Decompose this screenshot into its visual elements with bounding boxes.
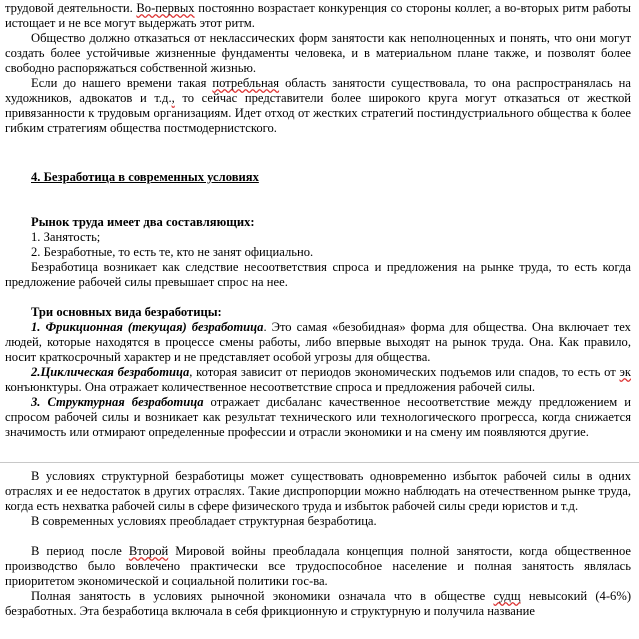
text-run: область занятости существовала, то она распространялась на художников, адвокатов и т.д. bbox=[5, 76, 631, 105]
paragraph-employment-area bbox=[5, 76, 631, 136]
text-run: трудовой деятельности. bbox=[5, 1, 137, 15]
text-run: Мировой войны преобладала концепция полной занятости, когда общественное производство было вовлечено практически все трудоспособное население и полная занятость являлась приоритетом экономической и социальной политики гос-ва. bbox=[5, 544, 632, 588]
paragraph-cyclical bbox=[5, 365, 631, 395]
paragraph-structural bbox=[5, 395, 631, 440]
market-title: Рынок труда имеет два составляющих: bbox=[31, 215, 255, 229]
text-run: то сейчас представители более широкого круга могут отказаться от жесткой привязанности к трудовым организациям. Идет отход от жестких стратегий постиндустриального общества к более гибким стратегиям общества постмодернистского. bbox=[5, 91, 631, 135]
text-block-top bbox=[5, 1, 631, 136]
text-run: конъюнктуры. Она отражает количественное несоответствие спроса и предложения рабочей силы. bbox=[5, 380, 536, 394]
paragraph-postwar bbox=[5, 544, 631, 589]
text-run: отражает дисбаланс качественное несоответствие между предложением и спросом рабочей силы и возникает как результат технического или технологического прогресса, когда снижается значимость или отмирают определенные профессии и отрасли экономики и на смену им появляются другие. bbox=[5, 395, 631, 439]
page-break-divider bbox=[0, 462, 639, 463]
text-block-bottom bbox=[5, 469, 631, 619]
paragraph-structural-conditions: В условиях структурной безработицы может существовать одновременно избыток рабочей силы в одних отраслях и ее недостаток в других отраслях. Такие диспропорции можно наблюдать на отечественном рынке труда, когда есть нехватка рабочей силы в сфере физического труда и избыток рабочей силы среди юристов и т.д. bbox=[5, 469, 631, 513]
text-run: Если до нашего времени такая bbox=[31, 76, 213, 90]
paragraph-modern-conditions: В современных условиях преобладает структурная безработица. bbox=[31, 514, 377, 528]
list-item: 1. Занятость; bbox=[31, 230, 101, 244]
term-label: 1. Фрикционная (текущая) безработица bbox=[31, 320, 264, 334]
paragraph-definition: Безработица возникает как следствие несоответствия спроса и предложения на рынке труда, то есть когда предложение рабочей силы превышает спрос на нее. bbox=[5, 260, 631, 289]
text-run: невысокий (4-6%) безработных. Эта безработица включала в себя фрикционную и структурную и получила название bbox=[5, 589, 632, 618]
paragraph-society: Общество должно отказаться от неклассических форм занятости как неполноценных и понять, что они могут создать более устойчивые жизненные фундаменты человека, и в материальном плане также, и позволят более свободно распоряжаться собственной жизнью. bbox=[5, 31, 631, 75]
spelling-error[interactable]: Во-первых bbox=[136, 1, 195, 15]
text-run: . Это самая «безобидная» форма для общества. Она включает тех людей, которые находятся в процессе смены работы, либо впервые выходят на рынок труда. Она. Как правило, носит краткосрочный характер и не представляет особой угрозы для общества. bbox=[5, 320, 631, 364]
spelling-error[interactable]: потребльная bbox=[212, 76, 280, 90]
types-title: Три основных вида безработицы: bbox=[31, 305, 222, 319]
term-label: 2.Циклическая безработица bbox=[31, 365, 190, 379]
spelling-error[interactable]: эк bbox=[619, 365, 631, 379]
term-label: 3. Структурная безработица bbox=[31, 395, 204, 409]
paragraph-rhythm bbox=[5, 1, 631, 31]
section-heading: 4. Безработица в современных условиях bbox=[31, 170, 259, 184]
text-run: Полная занятость в условиях рыночной экономики означала что в обществе bbox=[31, 589, 494, 603]
text-run: постоянно возрастает конкуренция со стороны коллег, а во-вторых ритм работы истощает и не все могут выдержать этот ритм. bbox=[5, 1, 631, 30]
text-run: В период после bbox=[31, 544, 129, 558]
text-run: , которая зависит от периодов экономических подъемов или спадов, то есть от bbox=[189, 365, 620, 379]
list-item: 2. Безработные, то есть те, кто не занят официально. bbox=[31, 245, 314, 259]
section-unemployment bbox=[5, 170, 631, 440]
paragraph-frictional bbox=[5, 320, 631, 365]
spelling-error[interactable]: , bbox=[171, 91, 175, 105]
paragraph-full-employment bbox=[5, 589, 631, 619]
spelling-error[interactable]: Второй bbox=[128, 544, 169, 558]
spelling-error[interactable]: судщ bbox=[493, 589, 521, 603]
